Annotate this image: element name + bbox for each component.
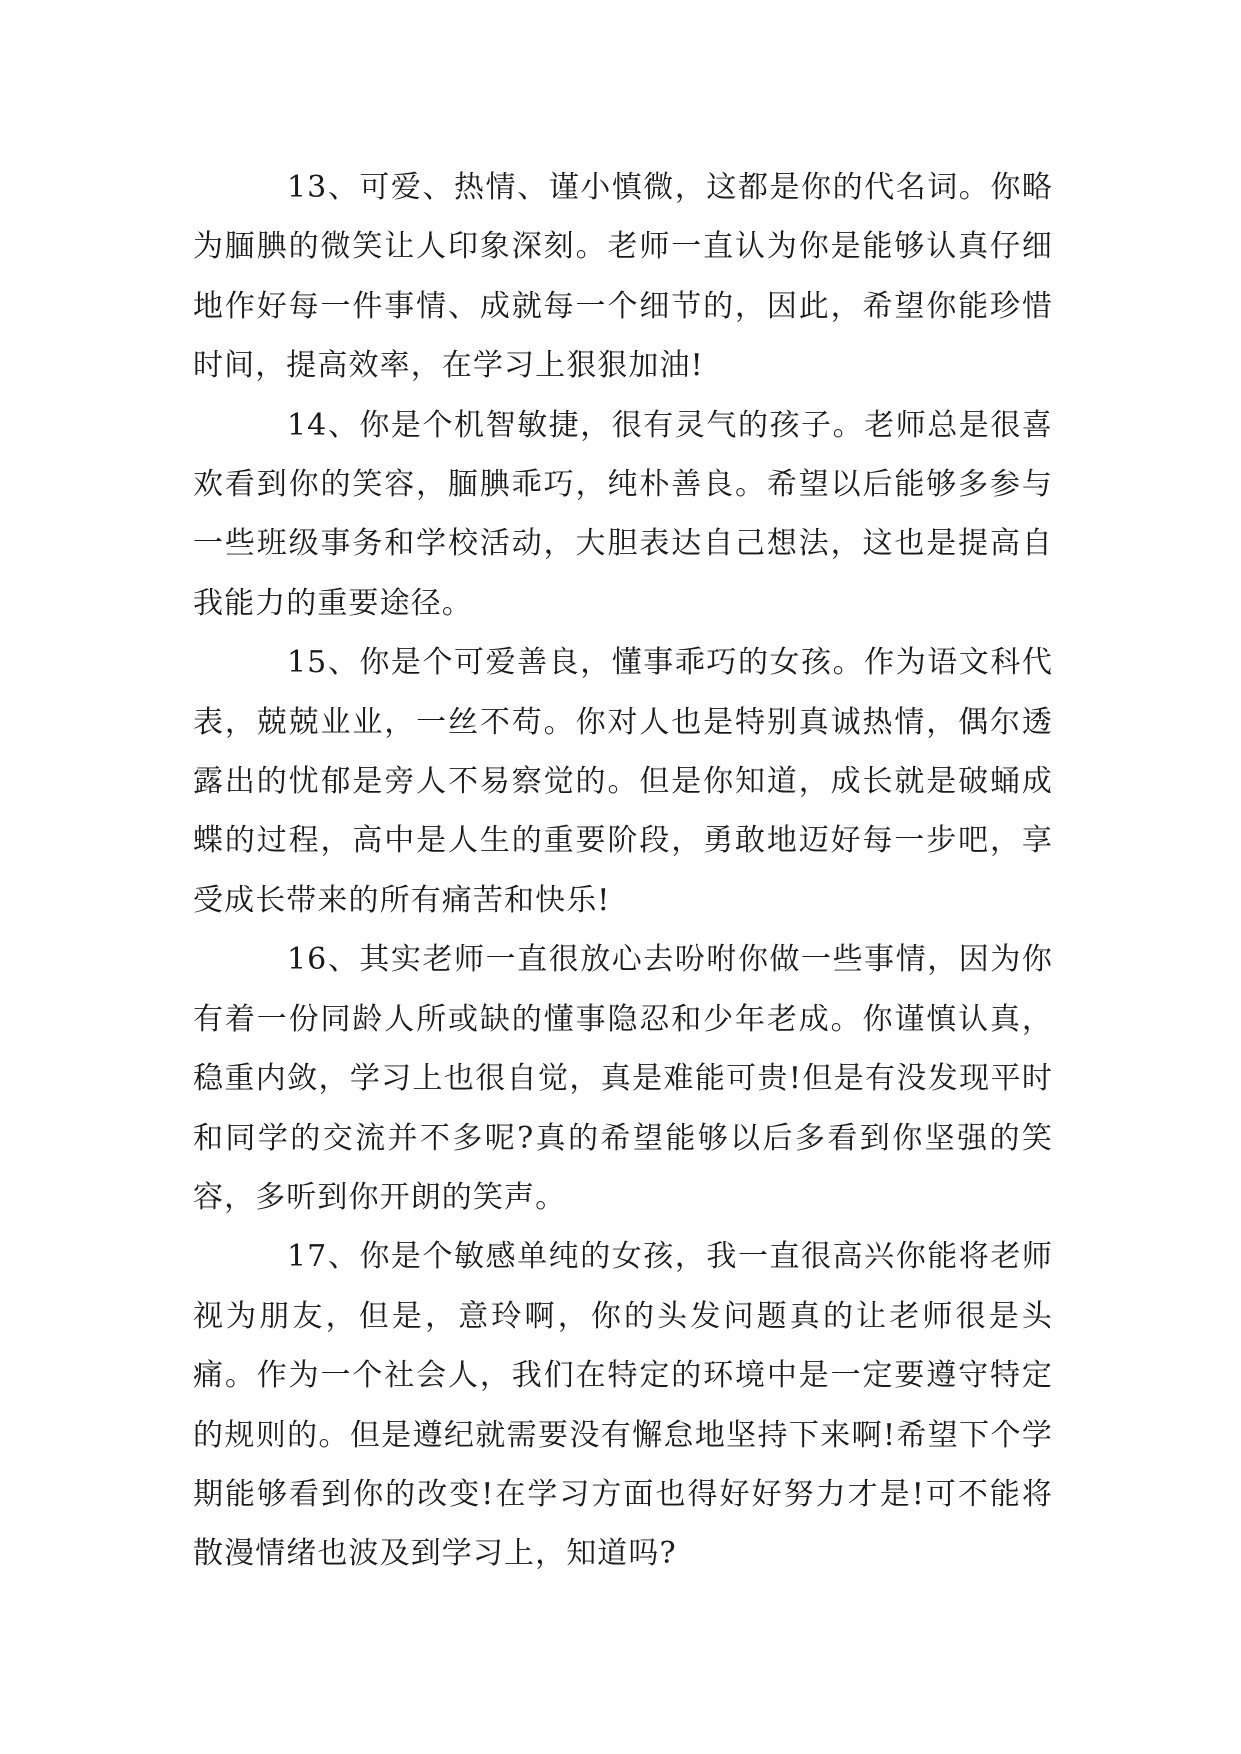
paragraph-line: 特定的规则的。但是遵纪就需要没有懈怠地坚持下来啊!希 xyxy=(193,1358,1053,1453)
paragraph-line: 你有着一份同龄人所或缺的懂事隐忍和少年老成。你谨慎认 xyxy=(193,942,1053,1037)
comment-paragraph-17 xyxy=(193,1227,1053,1583)
paragraph-line: 步吧，享受成长带来的所有痛苦和快乐! xyxy=(193,823,1053,918)
paragraph-line: 你坚强的笑容，多听到你开朗的笑声。 xyxy=(193,1120,1053,1215)
paragraph-line: 代表，兢兢业业，一丝不苟。你对人也是特别真诚热情，偶 xyxy=(193,645,1053,740)
paragraph-line: 14、你是个机智敏捷，很有灵气的孩子。老师总是很 xyxy=(287,407,1022,443)
paragraph-line: 头痛。作为一个社会人，我们在特定的环境中是一定要遵守 xyxy=(193,1298,1053,1394)
comment-paragraph-16 xyxy=(193,930,1053,1227)
paragraph-line: 是!可不能将散漫情绪也波及到学习上，知道吗? xyxy=(193,1476,1054,1572)
paragraph-line: 略为腼腆的微笑让人印象深刻。老师一直认为你是能够认真 xyxy=(193,170,1053,265)
paragraph-line: 尔透露出的忧郁是旁人不易察觉的。但是你知道，成长就是 xyxy=(193,704,1053,800)
paragraph-line: 真，稳重内敛，学习上也很自觉，真是难能可贵!但是有没 xyxy=(193,1001,1053,1097)
paragraph-line: 16、其实老师一直很放心去吩咐你做一些事情，因为 xyxy=(287,942,1022,978)
document-body xyxy=(193,158,1053,1584)
paragraph-line: 13、可爱、热情、谨小慎微，这都是你的代名词。你 xyxy=(287,170,1022,205)
paragraph-line: 师视为朋友，但是，意玲啊，你的头发问题真的让老师很是 xyxy=(193,1239,1053,1334)
paragraph-line: 发现平时和同学的交流并不多呢?真的希望能够以后多看到 xyxy=(193,1061,1053,1156)
paragraph-line: 破蛹成蝶的过程，高中是人生的重要阶段，勇敢地迈好每一 xyxy=(193,764,1053,859)
paragraph-line: 参与一些班级事务和学校活动，大胆表达自己想法，这也是 xyxy=(193,467,1053,562)
paragraph-line: 仔细地作好每一件事情、成就每一个细节的，因此，希望你 xyxy=(193,229,1053,324)
comment-paragraph-14 xyxy=(193,396,1053,634)
paragraph-line: 15、你是个可爱善良，懂事乖巧的女孩。作为语文科 xyxy=(287,645,1022,681)
paragraph-line: 喜欢看到你的笑容，腼腆乖巧，纯朴善良。希望以后能够多 xyxy=(193,407,1053,503)
comment-paragraph-15 xyxy=(193,633,1053,930)
paragraph-line: 望下个学期能够看到你的改变!在学习方面也得好好努力才 xyxy=(193,1417,1053,1512)
paragraph-line: 能珍惜时间，提高效率，在学习上狠狠加油! xyxy=(193,288,1053,384)
comment-paragraph-13 xyxy=(193,158,1053,396)
paragraph-line: 提高自我能力的重要途径。 xyxy=(193,526,1053,621)
paragraph-line: 17、你是个敏感单纯的女孩，我一直很高兴你能将老 xyxy=(287,1239,1022,1275)
